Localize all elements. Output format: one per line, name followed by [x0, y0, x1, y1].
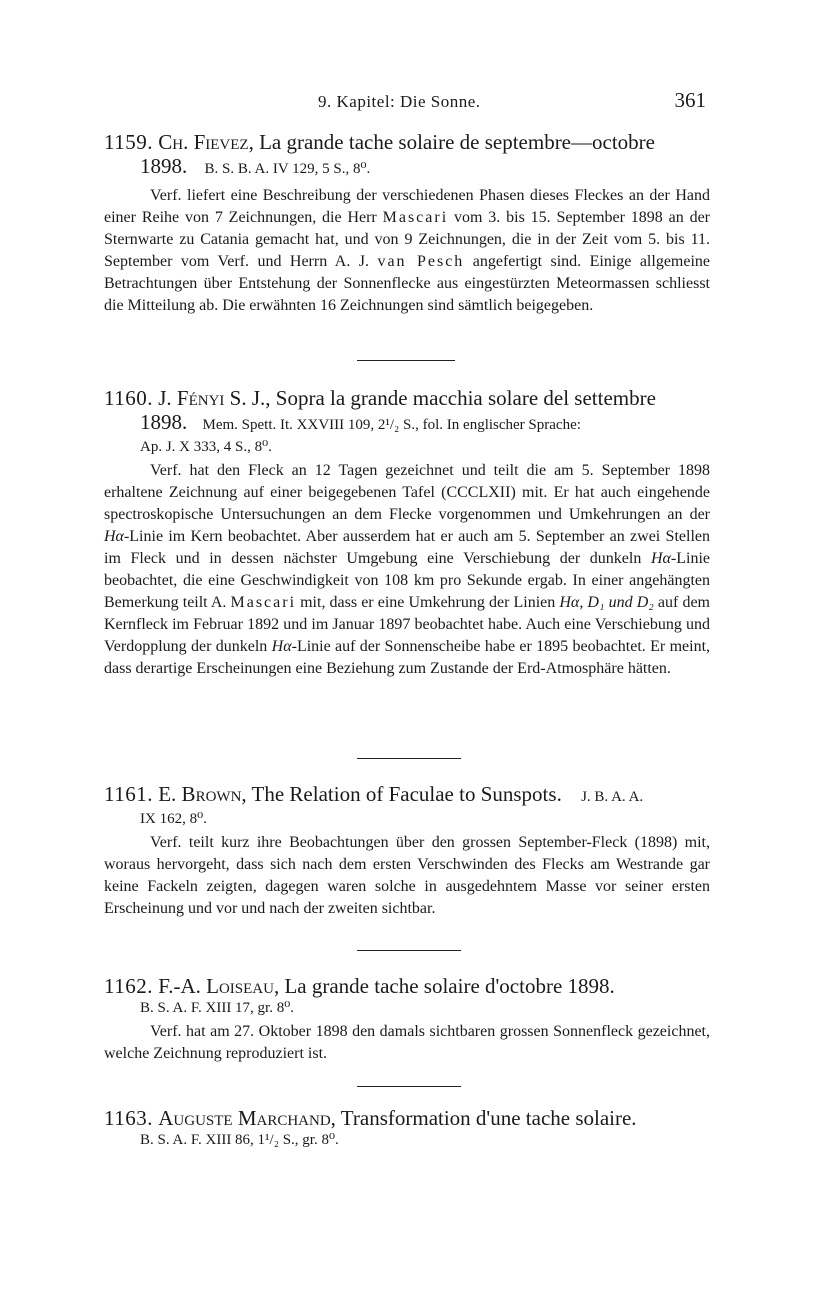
entry-title: Sopra la grande macchia solare del settembre — [275, 386, 656, 410]
entry-author: E. Brown, — [158, 782, 247, 806]
separator-rule — [357, 1086, 461, 1087]
entry-number: 1160. — [104, 386, 153, 410]
entry-author: Auguste Marchand, — [158, 1106, 336, 1130]
entry-citation: B. S. A. F. XIII 86, 1¹/₂ S., gr. 8⁰. — [140, 1132, 339, 1148]
entry-1161 — [104, 782, 710, 920]
person-name: van Pesch — [377, 253, 465, 270]
entry-number: 1162. — [104, 974, 153, 998]
separator-rule — [357, 758, 461, 759]
entry-heading-cont — [140, 410, 710, 437]
entry-citation: J. B. A. A. — [581, 789, 644, 805]
entry-citation-cont: IX 162, 8⁰. — [140, 811, 207, 827]
page-number: 361 — [674, 88, 706, 112]
entry-author: F.-A. Loiseau, — [158, 974, 280, 998]
person-name: Mascari — [230, 594, 297, 611]
person-name: Mascari — [382, 209, 449, 226]
entry-heading — [104, 1106, 710, 1130]
separator-rule — [357, 950, 461, 951]
entry-body: Verf. hat den Fleck an 12 Tagen gezeichnet und teilt die am 5. September 1898 erhaltene Zeichnung auf einer beigegebenen Tafel (CCCLXII) mit. Er hat auch eingehende spectroskopische Untersuchungen an dem Flecke vorgenommen und Umkehrungen an der Hα-Linie im Kern beobachtet. Aber ausserdem hat er auch am 5. September an zwei Stellen im Fleck und in dessen nächster Umgebung eine Verschiebung der dunkeln Hα-Linie beobachtet, die eine Geschwindigkeit von 108 km pro Sekunde ergab. In einer angehängten Bemerkung teilt A. Mascari mit, dass er eine Umkehrung der Linien Hα, D₁ und D₂ auf dem Kernfleck im Februar 1892 und im Januar 1897 beobachtet habe. Auch eine Verschiebung und Verdopplung der dunkeln Hα-Linie auf der Sonnenscheibe habe er 1895 beobachtet. Er meint, dass derartige Erscheinungen eine Beziehung zum Zustande der Erd-Atmosphäre hätten. — [104, 462, 711, 677]
entry-heading — [104, 782, 710, 809]
entry-title: Transformation d'une tache solaire. — [340, 1106, 637, 1130]
separator-rule — [357, 360, 455, 361]
entry-title: The Relation of Faculae to Sunspots. — [251, 782, 562, 806]
entry-body: Verf. liefert eine Beschreibung der verschiedenen Phasen dieses Fleckes an der Hand einer Reihe von 7 Zeichnungen, die Herr Mascari vom 3. bis 15. September 1898 an der Sternwarte zu Catania gemacht hat, und von 9 Zeichnungen, die in der Zeit vom 5. bis 11. September vom Verf. und Herrn A. J. van Pesch angefertigt sind. Einige allgemeine Betrachtungen über Entstehung der Sonnenflecke aus eingestürzten Meteormassen schliesst die Mitteilung ab. Die erwähnten 16 Zeichnungen sind sämtlich beigegeben. — [104, 187, 711, 314]
entry-number: 1161. — [104, 782, 153, 806]
entry-title: La grande tache solaire d'octobre 1898. — [284, 974, 615, 998]
entry-1163 — [104, 1106, 710, 1150]
chapter-title: 9. Kapitel: Die Sonne. — [318, 92, 481, 111]
entry-heading-cont — [140, 154, 710, 181]
entry-title-cont: 1898. — [140, 410, 188, 434]
entry-author: J. Fényi S. J., — [158, 386, 271, 410]
entry-body: Verf. hat am 27. Oktober 1898 den damals sichtbaren grossen Sonnenfleck gezeichnet, welche Zeichnung reproduziert ist. — [104, 1023, 710, 1062]
entry-title-cont: 1898. — [140, 154, 188, 178]
entry-heading — [104, 386, 710, 410]
entry-author: Ch. Fievez, — [158, 130, 254, 154]
entry-1162 — [104, 974, 710, 1065]
entry-title: La grande tache solaire de septembre—octobre — [259, 130, 655, 154]
entry-citation-cont: Ap. J. X 333, 4 S., 8⁰. — [140, 439, 272, 455]
entry-body: Verf. teilt kurz ihre Beobachtungen über den grossen September-Fleck (1898) mit, woraus hervorgeht, dass sich nach dem ersten Verschwinden des Flecks am Westrande gar keine Fackeln zeigten, dagegen waren solche in ausgedehntem Masse vor seiner ersten Erscheinung und vor und nach der zweiten sichtbar. — [104, 834, 710, 917]
line-symbol: Hα — [104, 528, 124, 545]
entry-heading — [104, 130, 710, 154]
entry-citation: Mem. Spett. It. XXVIII 109, 2¹/₂ S., fol. In englischer Sprache: — [202, 417, 581, 433]
entry-heading — [104, 974, 710, 998]
entry-citation: B. S. B. A. IV 129, 5 S., 8⁰. — [204, 161, 371, 177]
entry-1159 — [104, 130, 710, 317]
line-symbols: Hα, D₁ und D₂ — [559, 594, 654, 611]
entry-1160 — [104, 386, 710, 680]
running-header — [100, 88, 712, 118]
entry-number: 1163. — [104, 1106, 153, 1130]
entry-citation: B. S. A. F. XIII 17, gr. 8⁰. — [140, 1000, 294, 1016]
entry-number: 1159. — [104, 130, 153, 154]
